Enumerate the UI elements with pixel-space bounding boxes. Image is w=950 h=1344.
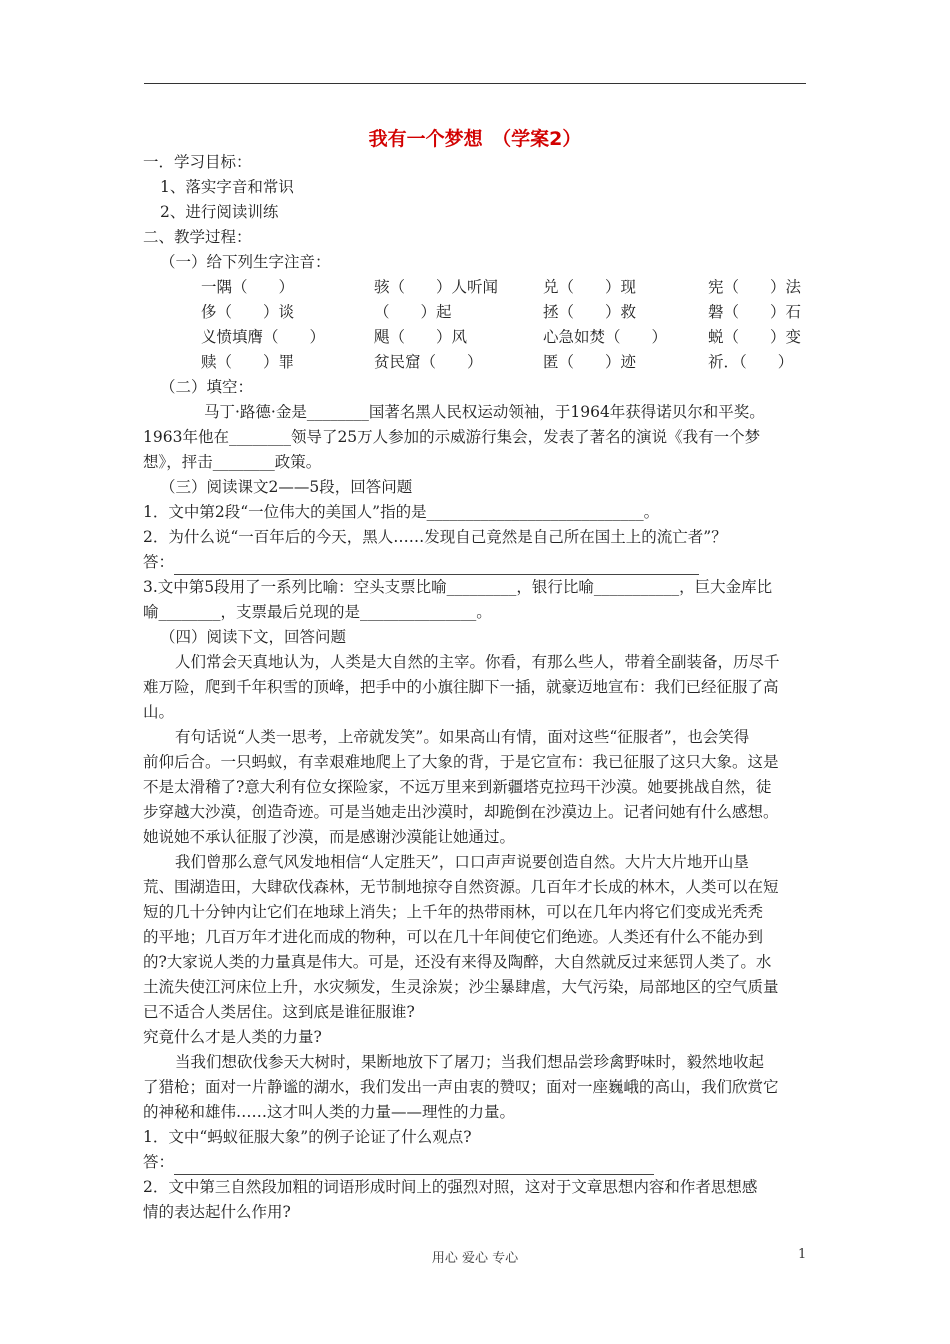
answer-blank[interactable]: [174, 1156, 654, 1175]
passage-line: 山。: [143, 703, 175, 721]
question: 3.文中第5段用了一系列比喻：空头支票比喻_________，银行比喻___________，巨大金库比: [143, 578, 773, 596]
pinyin-item: 侈（ ）谈: [201, 303, 295, 321]
goal-item: 2、进行阅读训练: [160, 203, 279, 221]
pinyin-item: 蜕（ ）变: [708, 328, 802, 346]
passage-line: 前仰后合。一只蚂蚁，有幸艰难地爬上了大象的背，于是它宣布：我已征服了这只大象。这是: [143, 753, 779, 771]
pinyin-item: 赎（ ）罪: [201, 353, 295, 371]
answer-label: 答：: [143, 553, 175, 571]
part3-heading: （三）阅读课文2——5段，回答问题: [160, 478, 413, 496]
passage-line: 步穿越大沙漠，创造奇迹。可是当她走出沙漠时，却跪倒在沙漠边上。记者问她有什么感想。: [143, 803, 779, 821]
pinyin-item: 心急如焚（ ）: [543, 328, 668, 346]
passage-line: 有句话说“人类一思考，上帝就发笑”。如果高山有情，面对这些“征服者”，也会笑得: [175, 728, 750, 746]
question: 2．文中第三自然段加粗的词语形成时间上的强烈对照，这对于文章思想内容和作者思想感: [143, 1178, 758, 1196]
answer-line: [143, 1150, 809, 1175]
question: 情的表达起什么作用?: [143, 1203, 291, 1221]
pinyin-item: 骇（ ）人听闻: [374, 278, 499, 296]
pinyin-item: 磐（ ）石: [708, 303, 802, 321]
pinyin-item: 宪（ ）法: [708, 278, 802, 296]
section2-heading: 二、教学过程：: [143, 228, 252, 246]
pinyin-item: 兑（ ）现: [543, 278, 637, 296]
goal-item: 1、落实字音和常识: [160, 178, 294, 196]
part1-heading: （一）给下列生字注音：: [160, 253, 331, 271]
passage-line: 难万险，爬到千年积雪的顶峰，把手中的小旗往脚下一插，就豪迈地宣布：我们已经征服了高: [143, 678, 779, 696]
passage-line: 的平地；几百万年才进化而成的物种，可以在几十年间使它们绝迹。人类还有什么不能办到: [143, 928, 764, 946]
header-rule: [144, 83, 806, 84]
page-number: 1: [798, 1247, 807, 1262]
pinyin-item: 匿（ ）迹: [543, 353, 637, 371]
fill-blank-line: 马丁·路德·金是________国著名黑人民权运动领袖，于1964年获得诺贝尔和平奖。: [204, 403, 765, 421]
pinyin-item: （ ）起: [374, 303, 452, 321]
passage-line: 不是太滑稽了?意大利有位女探险家，不远万里来到新疆塔克拉玛干沙漠。她要挑战自然，徒: [143, 778, 772, 796]
pinyin-item: 贫民窟（ ）: [374, 353, 483, 371]
question: 喻________，支票最后兑现的是_______________。: [143, 603, 492, 621]
passage-line: 短的几十分钟内让它们在地球上消失；上千年的热带雨林，可以在几年内将它们变成光秃秃: [143, 903, 764, 921]
section1-heading: 一．学习目标：: [143, 153, 252, 171]
passage-line: 当我们想砍伐参天大树时，果断地放下了屠刀；当我们想品尝珍禽野味时，毅然地收起: [175, 1053, 765, 1071]
question: 2．为什么说“一百年后的今天，黑人……发现自己竟然是自己所在国土上的流亡者”？: [143, 528, 727, 546]
pinyin-item: 一隅（ ）: [201, 278, 295, 296]
question: 1．文中第2段“一位伟大的美国人”指的是____________________________。: [143, 503, 660, 521]
passage-line: 荒、围湖造田，大肆砍伐森林，无节制地掠夺自然资源。几百年才长成的林木，人类可以在短: [143, 878, 779, 896]
passage-line: 了猎枪；面对一片静谧的湖水，我们发出一声由衷的赞叹；面对一座巍峨的高山，我们欣赏它: [143, 1078, 779, 1096]
passage-line: 已不适合人类居住。这到底是谁征服谁?: [143, 1003, 415, 1021]
pinyin-item: 拯（ ）救: [543, 303, 637, 321]
answer-blank[interactable]: [174, 556, 699, 575]
part2-heading: （二）填空：: [160, 378, 254, 396]
passage-line: 的?大家说人类的力量真是伟大。可是，还没有来得及陶醉，大自然就反过来惩罚人类了。水: [143, 953, 772, 971]
answer-label: 答：: [143, 1153, 175, 1171]
passage-line: 人们常会天真地认为，人类是大自然的主宰。你看，有那么些人，带着全副装备，历尽千: [175, 653, 780, 671]
answer-line: [143, 550, 809, 575]
page-title: 我有一个梦想 （学案2）: [368, 128, 582, 150]
fill-blank-line: 想》，抨击________政策。: [143, 453, 322, 471]
passage-line: 我们曾那么意气风发地相信“人定胜天”，口口声声说要创造自然。大片大片地开山垦: [175, 853, 749, 871]
passage-line: 究竟什么才是人类的力量?: [143, 1028, 322, 1046]
passage-line: 土流失使江河床位上升，水灾频发，生灵涂炭；沙尘暴肆虐，大气污染，局部地区的空气质量: [143, 978, 779, 996]
pinyin-item: 飓（ ）风: [374, 328, 468, 346]
part4-heading: （四）阅读下文，回答问题: [160, 628, 347, 646]
question: 1．文中“蚂蚁征服大象”的例子论证了什么观点?: [143, 1128, 472, 1146]
passage-line: 的神秘和雄伟……这才叫人类的力量——理性的力量。: [143, 1103, 516, 1121]
page-footer: 用心 爱心 专心: [431, 1251, 519, 1266]
pinyin-item: 祈．（ ）: [708, 353, 794, 371]
fill-blank-line: 1963年他在________领导了25万人参加的示威游行集会，发表了著名的演说《我有一个梦: [143, 428, 761, 446]
pinyin-item: 义愤填膺（ ）: [201, 328, 326, 346]
passage-line: 她说她不承认征服了沙漠，而是感谢沙漠能让她通过。: [143, 828, 516, 846]
